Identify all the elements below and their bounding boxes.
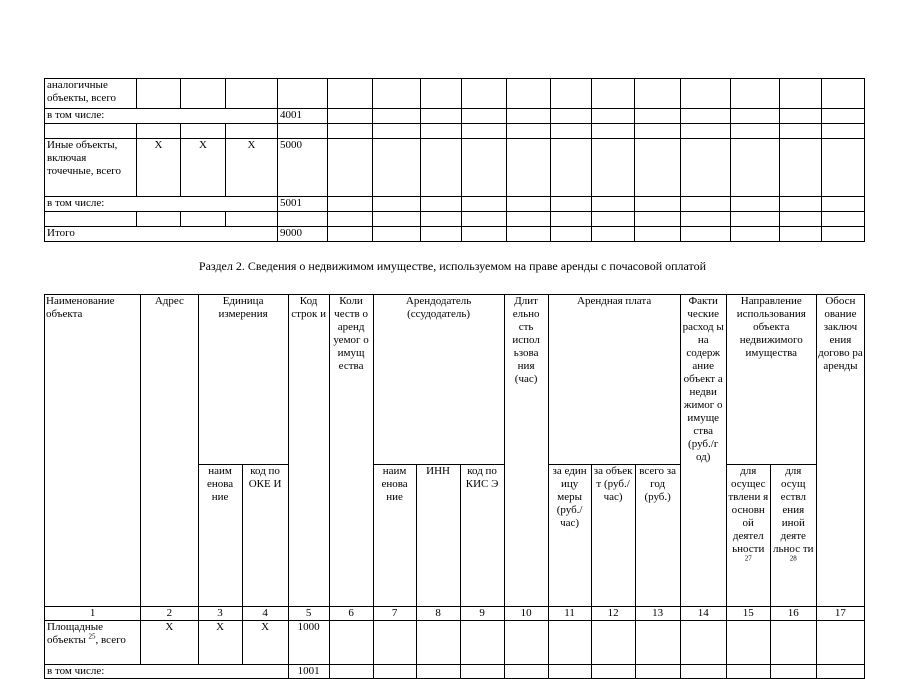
header-rent-per-unit: за един ицу меры (руб./ час) [548, 464, 591, 606]
header-actual-expenses-cont [680, 464, 726, 606]
header-unit-name: наим енова ние [198, 464, 242, 606]
x-mark: Х [198, 620, 242, 664]
row-label-analog: аналогичные объекты, всего [45, 79, 137, 109]
column-number-row [45, 606, 865, 620]
header-lessor: Арендодатель (ссудодатель) [373, 295, 504, 465]
x-mark: Х [242, 620, 288, 664]
column-number: 11 [548, 606, 591, 620]
column-number: 17 [816, 606, 864, 620]
column-number: 14 [680, 606, 726, 620]
header-direction-main: для осущес твлени я основн ой деятел ьности $^{27}$ [726, 464, 770, 606]
x-mark: Х [181, 139, 226, 197]
column-number: 5 [288, 606, 329, 620]
header-rent-per-object: за объек т (руб./ час) [591, 464, 635, 606]
header-rent: Арендная плата [548, 295, 680, 465]
table-row [45, 664, 865, 678]
header-direction: Направление использования объекта недвижимого имущества [726, 295, 816, 465]
header-kiso-code: код по КИС Э [460, 464, 504, 606]
column-number: 6 [329, 606, 373, 620]
table-row [45, 620, 865, 664]
section1-table-continuation [44, 78, 865, 242]
header-direction-other: для осущ ествл ения иной деяте льнос ти $^{28}$ [770, 464, 816, 606]
x-mark: Х [137, 139, 181, 197]
in-total-label: в том числе: [45, 664, 289, 678]
row-code: 4001 [278, 109, 328, 124]
header-name: Наименование объекта [45, 295, 141, 607]
row-code: 1000 [288, 620, 329, 664]
table-row [45, 227, 865, 242]
header-unit-code: код по ОКЕ И [242, 464, 288, 606]
header-justification: Обосн ование заключ ения догово ра аренды [816, 295, 864, 465]
header-row-code: Код строк и [288, 295, 329, 607]
in-total-label: в том числе: [45, 197, 278, 212]
header-unit: Единица измерения [198, 295, 288, 465]
column-number: 3 [198, 606, 242, 620]
column-number: 8 [416, 606, 460, 620]
row-code: 5001 [278, 197, 328, 212]
table-header-row [45, 295, 865, 465]
footnote-28: 28 [789, 553, 797, 562]
column-number: 15 [726, 606, 770, 620]
footnote-27: 27 [744, 553, 752, 562]
column-number: 4 [242, 606, 288, 620]
column-number: 9 [460, 606, 504, 620]
row-label-other: Иные объекты, включая точечные, всего [45, 139, 137, 197]
row-code: 9000 [278, 227, 328, 242]
row-code: 1001 [288, 664, 329, 678]
column-number: 7 [373, 606, 416, 620]
table-row [45, 79, 865, 109]
table-row [45, 124, 865, 139]
table-row [45, 197, 865, 212]
header-justification-cont [816, 464, 864, 606]
x-mark: Х [141, 620, 198, 664]
footnote-25: 25 [88, 631, 96, 640]
in-total-label: в том числе: [45, 109, 278, 124]
table-row [45, 212, 865, 227]
x-mark: Х [226, 139, 278, 197]
table-row [45, 139, 865, 197]
section2-title: Раздел 2. Сведения о недвижимом имуществе, используемом на праве аренды с почасовой оплатой [198, 259, 707, 273]
total-label: Итого [45, 227, 278, 242]
column-number: 10 [504, 606, 548, 620]
column-number: 12 [591, 606, 635, 620]
row-label-area: Площадные объекты $^{25}$, всего [45, 620, 141, 664]
header-address: Адрес [141, 295, 198, 607]
header-rent-per-year: всего за год (руб.) [635, 464, 680, 606]
table-row [45, 109, 865, 124]
header-inn: ИНН [416, 464, 460, 606]
header-duration: Длит ельно сть испол ьзова ния (час) [504, 295, 548, 465]
section2-table [44, 294, 865, 679]
column-number: 13 [635, 606, 680, 620]
header-duration-cont [504, 464, 548, 606]
column-number: 2 [141, 606, 198, 620]
column-number: 1 [45, 606, 141, 620]
header-actual-expenses: Факти ческие расход ы на содерж ание объект а недви жимог о имуще ства (руб./г од) [680, 295, 726, 465]
column-number: 16 [770, 606, 816, 620]
header-quantity: Коли честв о аренд уемог о имущ ества [329, 295, 373, 607]
header-lessor-name: наим енова ние [373, 464, 416, 606]
row-code: 5000 [278, 139, 328, 197]
